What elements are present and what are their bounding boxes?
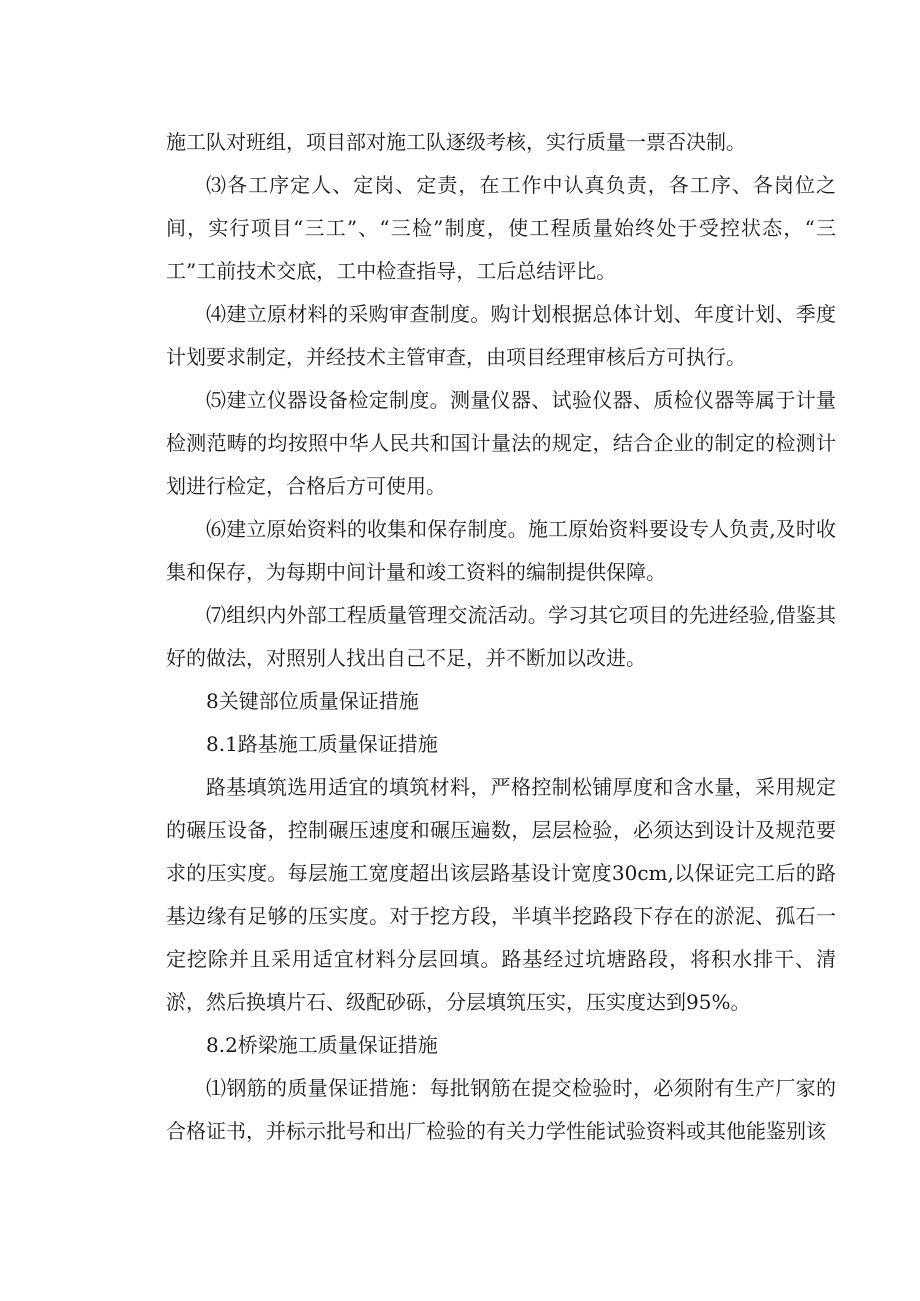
document-body bbox=[166, 121, 836, 1153]
section-heading-8: 8关键部位质量保证措施 bbox=[206, 689, 419, 713]
paragraph-item-4: ⑷建立原材料的采购审查制度。购计划根据总体计划、年度计划、季度计划要求制定，并经技术主管审查，由项目经理审核后方可执行。 bbox=[166, 302, 836, 369]
section-heading-8-2: 8.2桥梁施工质量保证措施 bbox=[206, 1033, 438, 1057]
paragraph-continuation: 施工队对班组，项目部对施工队逐级考核，实行质量一票否决制。 bbox=[166, 130, 746, 154]
section-heading-8-1: 8.1路基施工质量保证措施 bbox=[206, 732, 438, 756]
paragraph-rebar: ⑴钢筋的质量保证措施：每批钢筋在提交检验时，必须附有生产厂家的合格证书，并标示批号和出厂检验的有关力学性能试验资料或其他能鉴别该 bbox=[166, 1076, 836, 1143]
paragraph-item-6: ⑹建立原始资料的收集和保存制度。施工原始资料要设专人负责,及时收集和保存，为每期中间计量和竣工资料的编制提供保障。 bbox=[166, 517, 836, 584]
paragraph-item-7: ⑺组织内外部工程质量管理交流活动。学习其它项目的先进经验,借鉴其好的做法，对照别人找出自己不足，并不断加以改进。 bbox=[166, 603, 836, 670]
paragraph-roadbed: 路基填筑选用适宜的填筑材料，严格控制松铺厚度和含水量，采用规定的碾压设备，控制碾压速度和碾压遍数，层层检验，必须达到设计及规范要求的压实度。每层施工宽度超出该层路基设计宽度30cm,以保证完工后的路基边缘有足够的压实度。对于挖方段，半填半挖路段下存在的淤泥、孤石一定挖除并且采用适宜材料分层回填。路基经过坑塘路段，将积水排干、清淤，然后换填片石、级配砂砾，分层填筑压实，压实度达到95%。 bbox=[166, 775, 836, 1014]
paragraph-item-5: ⑸建立仪器设备检定制度。测量仪器、试验仪器、质检仪器等属于计量检测范畴的均按照中华人民共和国计量法的规定，结合企业的制定的检测计划进行检定，合格后方可使用。 bbox=[166, 388, 836, 498]
paragraph-item-3: ⑶各工序定人、定岗、定责，在工作中认真负责，各工序、各岗位之间，实行项目“三工”、“三检”制度，使工程质量始终处于受控状态，“三工”工前技术交底，工中检查指导，工后总结评比。 bbox=[166, 173, 836, 283]
